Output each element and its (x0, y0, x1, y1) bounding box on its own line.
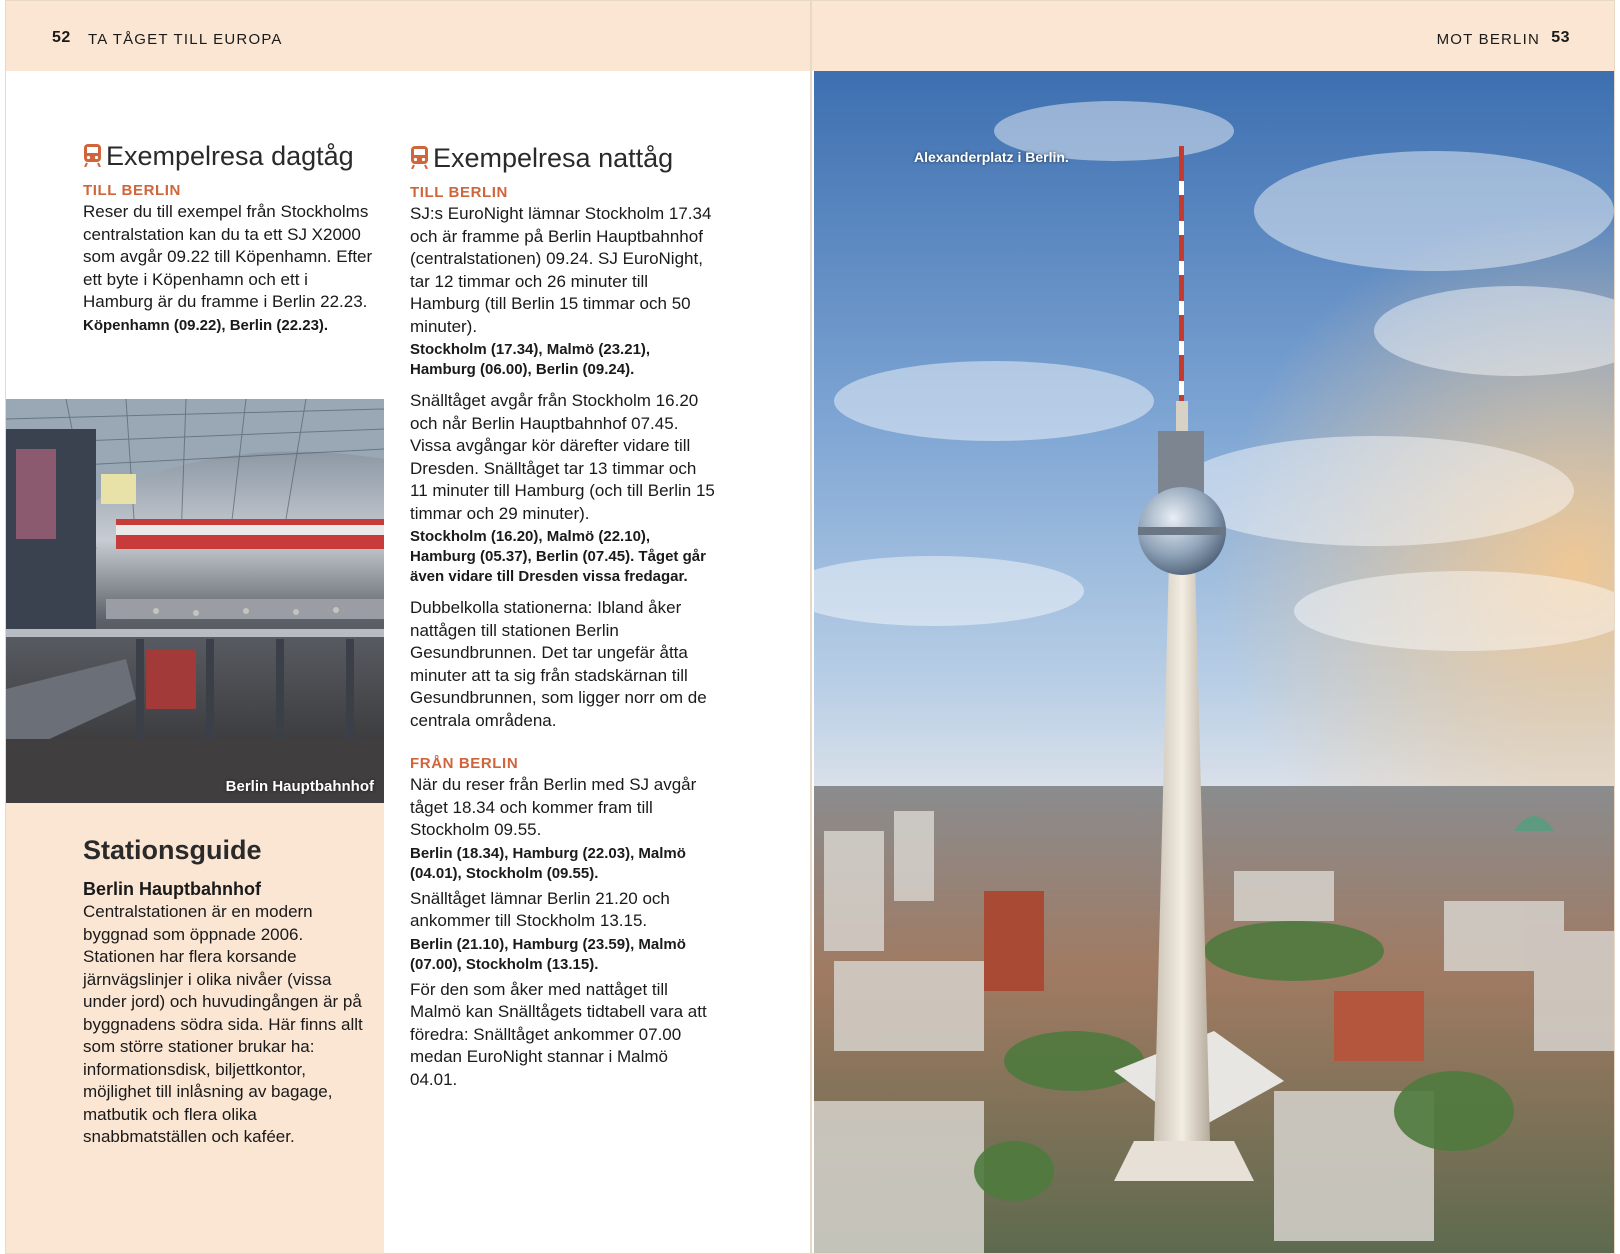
night-trip-p1-times: Stockholm (17.34), Malmö (23.21), Hamburg (06.00), Berlin (09.24). (410, 341, 651, 378)
night-trip-p2: Snälltåget avgår från Stockholm 16.20 och når Berlin Hauptbahnhof 07.45. Vissa avgångar kör därefter vidare till Dresden. Snälltåget tar 13 timmar och 11 minuter till Hamburg (och till Berlin 15 timmar och 29 minuter). (410, 391, 715, 523)
left-page-number: 52 (52, 29, 71, 46)
tv-tower-photo-caption: Alexanderplatz i Berlin. (914, 149, 1069, 165)
station-guide-box (6, 803, 384, 1254)
left-header (6, 1, 810, 71)
day-trip-subtitle: TILL BERLIN (83, 182, 181, 199)
night-trip-p6: För den som åker med nattåget till Malmö kan Snälltågets tidtabell vara att föredra: Snälltåget ankommer 07.00 medan EuroNight stannar i Malmö 04.01. (410, 979, 707, 1089)
station-guide-title: Stationsguide (83, 835, 262, 865)
berlin-hauptbahnhof-photo (6, 399, 384, 803)
day-trip-heading (83, 139, 373, 175)
left-running-head: TA TÅGET TILL EUROPA (88, 31, 283, 48)
night-trip-p1: SJ:s EuroNight lämnar Stockholm 17.34 och är framme på Berlin Hauptbahnhof (centralstationen) 09.24. SJ EuroNight, tar 12 timmar och 26 minuter till Hamburg (till Berlin 15 timmar och 50 minuter). (410, 204, 712, 336)
night-trip-heading (410, 141, 718, 177)
station-photo-caption: Berlin Hauptbahnhof (225, 778, 374, 795)
night-trip-p5-times: Berlin (21.10), Hamburg (23.59), Malmö (07.00), Stockholm (13.15). (410, 935, 686, 973)
day-trip-title: Exempelresa dagtåg (106, 141, 354, 171)
night-trip-title: Exempelresa nattåg (433, 143, 674, 173)
train-icon (410, 143, 429, 177)
night-trip-p5: Snälltåget lämnar Berlin 21.20 och ankommer till Stockholm 13.15. (410, 888, 670, 930)
left-page (5, 0, 811, 1254)
night-trip-subtitle-to: TILL BERLIN (410, 184, 508, 201)
day-trip-paragraph: Reser du till exempel från Stockholms centralstation kan du ta ett SJ X2000 som avgår 09.22 till Köpenhamn. Efter ett byte i Köpenhamn och ett i Hamburg är du framme i Berlin 22.23. (83, 202, 373, 311)
night-trip-p3: Dubbelkolla stationerna: Ibland åker nattågen till stationen Berlin Gesundbrunnen. Det tar ungefär åtta minuter att ta sig från stadskärnan till Gesundbrunnen, som ligger norr om de centrala områdena. (410, 598, 707, 730)
right-page (811, 0, 1615, 1254)
day-trip-times: Köpenhamn (09.22), Berlin (22.23). (83, 316, 329, 334)
night-trip-p4-times: Berlin (18.34), Hamburg (22.03), Malmö (04.01), Stockholm (09.55). (410, 844, 686, 882)
station-guide-text: Centralstationen är en modern byggnad som öppnade 2006. Stationen har flera korsande järnvägslinjer i olika nivåer (vissa under jord) och huvudingången är på byggnadens södra sida. Här finns allt som större stationer brukar ha: informationsdisk, biljettkontor, möjlighet till inlåsning av bagage, matbutik och flera olika snabbmatställen och kaféer. (83, 902, 363, 1146)
right-header (812, 1, 1614, 71)
train-icon (83, 141, 102, 175)
right-page-number: 53 (1551, 29, 1570, 46)
night-trip-p2-times: Stockholm (16.20), Malmö (22.10), Hamburg (05.37), Berlin (07.45). Tåget går även vidare till Dresden vissa fredagar. (410, 528, 706, 585)
alexanderplatz-photo (814, 71, 1614, 1254)
night-trip-subtitle-from: FRÅN BERLIN (410, 755, 519, 772)
night-trip-section (410, 141, 718, 1091)
right-running-head: MOT BERLIN (1436, 31, 1540, 48)
day-trip-section (83, 139, 373, 336)
night-trip-p4: När du reser från Berlin med SJ avgår tåget 18.34 och kommer fram till Stockholm 09.55. (410, 775, 697, 839)
station-guide-station: Berlin Hauptbahnhof (83, 879, 261, 899)
